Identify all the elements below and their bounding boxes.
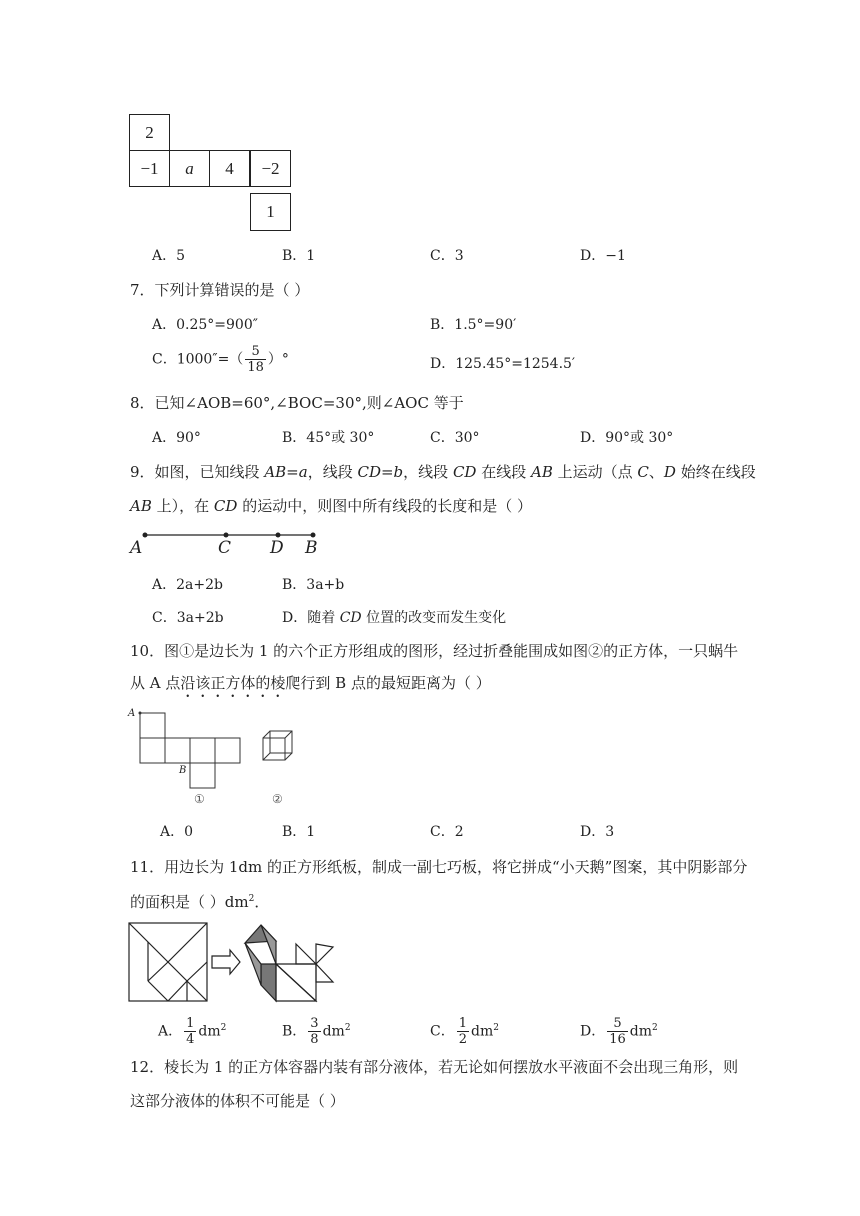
- q10-option-a[interactable]: A．0: [160, 824, 194, 840]
- q10-option-b[interactable]: B．1: [282, 824, 316, 840]
- point-d: [276, 533, 281, 538]
- q10-stem-line2: 从 A 点沿该正方体的棱爬行到 B 点的最短距离为（ ）: [130, 674, 491, 692]
- figure-2-label: ②: [272, 792, 283, 806]
- q8-option-b[interactable]: B．45°或 30°: [282, 430, 375, 446]
- arrow-right-icon: [212, 950, 240, 974]
- q10-label-a: A: [128, 708, 136, 719]
- q9-option-d[interactable]: D．随着 CD 位置的改变而发生变化: [282, 610, 507, 626]
- q6-option-c[interactable]: C．3: [430, 248, 464, 264]
- label-c: C: [218, 538, 232, 558]
- q12-stem-line2: 这部分液体的体积不可能是（ ）: [130, 1092, 345, 1110]
- q10-option-d[interactable]: D．3: [580, 824, 615, 840]
- tangram-square: [129, 923, 207, 1001]
- q7-option-b[interactable]: B．1.5°=90′: [430, 317, 517, 333]
- q10-label-b: B: [179, 765, 187, 776]
- q11-stem-line2: 的面积是（ ）$dm^2$．: [130, 893, 270, 911]
- fraction-denominator: 18: [247, 360, 264, 375]
- q7-option-c-suffix: ）°: [267, 351, 289, 368]
- point-a: [143, 533, 148, 538]
- cube-figure-2: [260, 728, 296, 766]
- label-b: B: [305, 538, 318, 558]
- label-d: D: [270, 538, 284, 558]
- q6-option-a[interactable]: A．5: [152, 248, 186, 264]
- net-cell-4: −2: [250, 150, 291, 187]
- tangram-figure: [126, 920, 338, 1004]
- q8-option-d[interactable]: D．90°或 30°: [580, 430, 674, 446]
- q9-stem-line1: 9．如图，已知线段 AB=a，线段 CD=b，线段 CD 在线段 AB 上运动（点 C、D 始终在线段: [130, 463, 756, 481]
- q9-option-b[interactable]: B．3a+b: [282, 577, 345, 593]
- q12-stem-line1: 12．棱长为 1 的正方体容器内装有部分液体，若无论如何摆放水平液面不会出现三角形，则: [130, 1058, 739, 1076]
- q10-stem-line1: 10．图①是边长为 1 的六个正方形组成的图形，经过折叠能围成如图②的正方体，一只蜗牛: [130, 642, 739, 660]
- swan-figure: [245, 925, 333, 1001]
- net-cell-bottom: 1: [250, 193, 291, 231]
- q8-stem: 8．已知∠AOB=60°,∠BOC=30°,则∠AOC 等于: [130, 394, 464, 412]
- q8-option-a[interactable]: A．90°: [152, 430, 201, 446]
- net-cell-1: −1: [129, 150, 170, 187]
- q10-option-c[interactable]: C．2: [430, 824, 464, 840]
- figure-1-label: ①: [194, 792, 205, 806]
- point-c: [224, 533, 229, 538]
- q7-option-a[interactable]: A．0.25°=900″: [152, 317, 258, 333]
- net-figure-1: [128, 706, 248, 790]
- point-b: [311, 533, 316, 538]
- q7-stem: 7．下列计算错误的是（ ）: [130, 281, 310, 299]
- q9-option-c[interactable]: C．3a+2b: [152, 610, 224, 626]
- q7-option-c-text: C．1000″=（: [152, 351, 244, 368]
- q7-option-c[interactable]: [152, 344, 289, 375]
- q11-option-a[interactable]: A． $\frac{1}{4}$ $dm^2$: [158, 1016, 227, 1047]
- q6-option-d[interactable]: D．−1: [580, 248, 626, 264]
- q7-option-d[interactable]: D．125.45°=1254.5′: [430, 356, 576, 372]
- fraction-numerator: 5: [245, 344, 266, 360]
- q9-stem-line2: AB 上），在 CD 的运动中，则图中所有线段的长度和是（ ）: [130, 497, 532, 515]
- net-cell-2: a: [169, 150, 210, 187]
- label-a: A: [130, 538, 143, 558]
- net-cell-top: 2: [129, 114, 170, 151]
- q11-option-b[interactable]: B． $\frac{3}{8}$ $dm^2$: [282, 1016, 351, 1047]
- q6-option-b[interactable]: B．1: [282, 248, 316, 264]
- q8-option-c[interactable]: C．30°: [430, 430, 480, 446]
- q11-stem-line1: 11．用边长为 1dm 的正方形纸板，制成一副七巧板，将它拼成“小天鹅”图案，其中阴影部分: [130, 858, 748, 876]
- q11-option-c[interactable]: C． $\frac{1}{2}$ $dm^2$: [430, 1016, 499, 1047]
- q11-option-d[interactable]: D． $\frac{5}{16}$ $dm^2$: [580, 1016, 658, 1047]
- net-cell-3: 4: [209, 150, 250, 187]
- q9-option-a[interactable]: A．2a+2b: [152, 577, 223, 593]
- fraction: [245, 344, 266, 375]
